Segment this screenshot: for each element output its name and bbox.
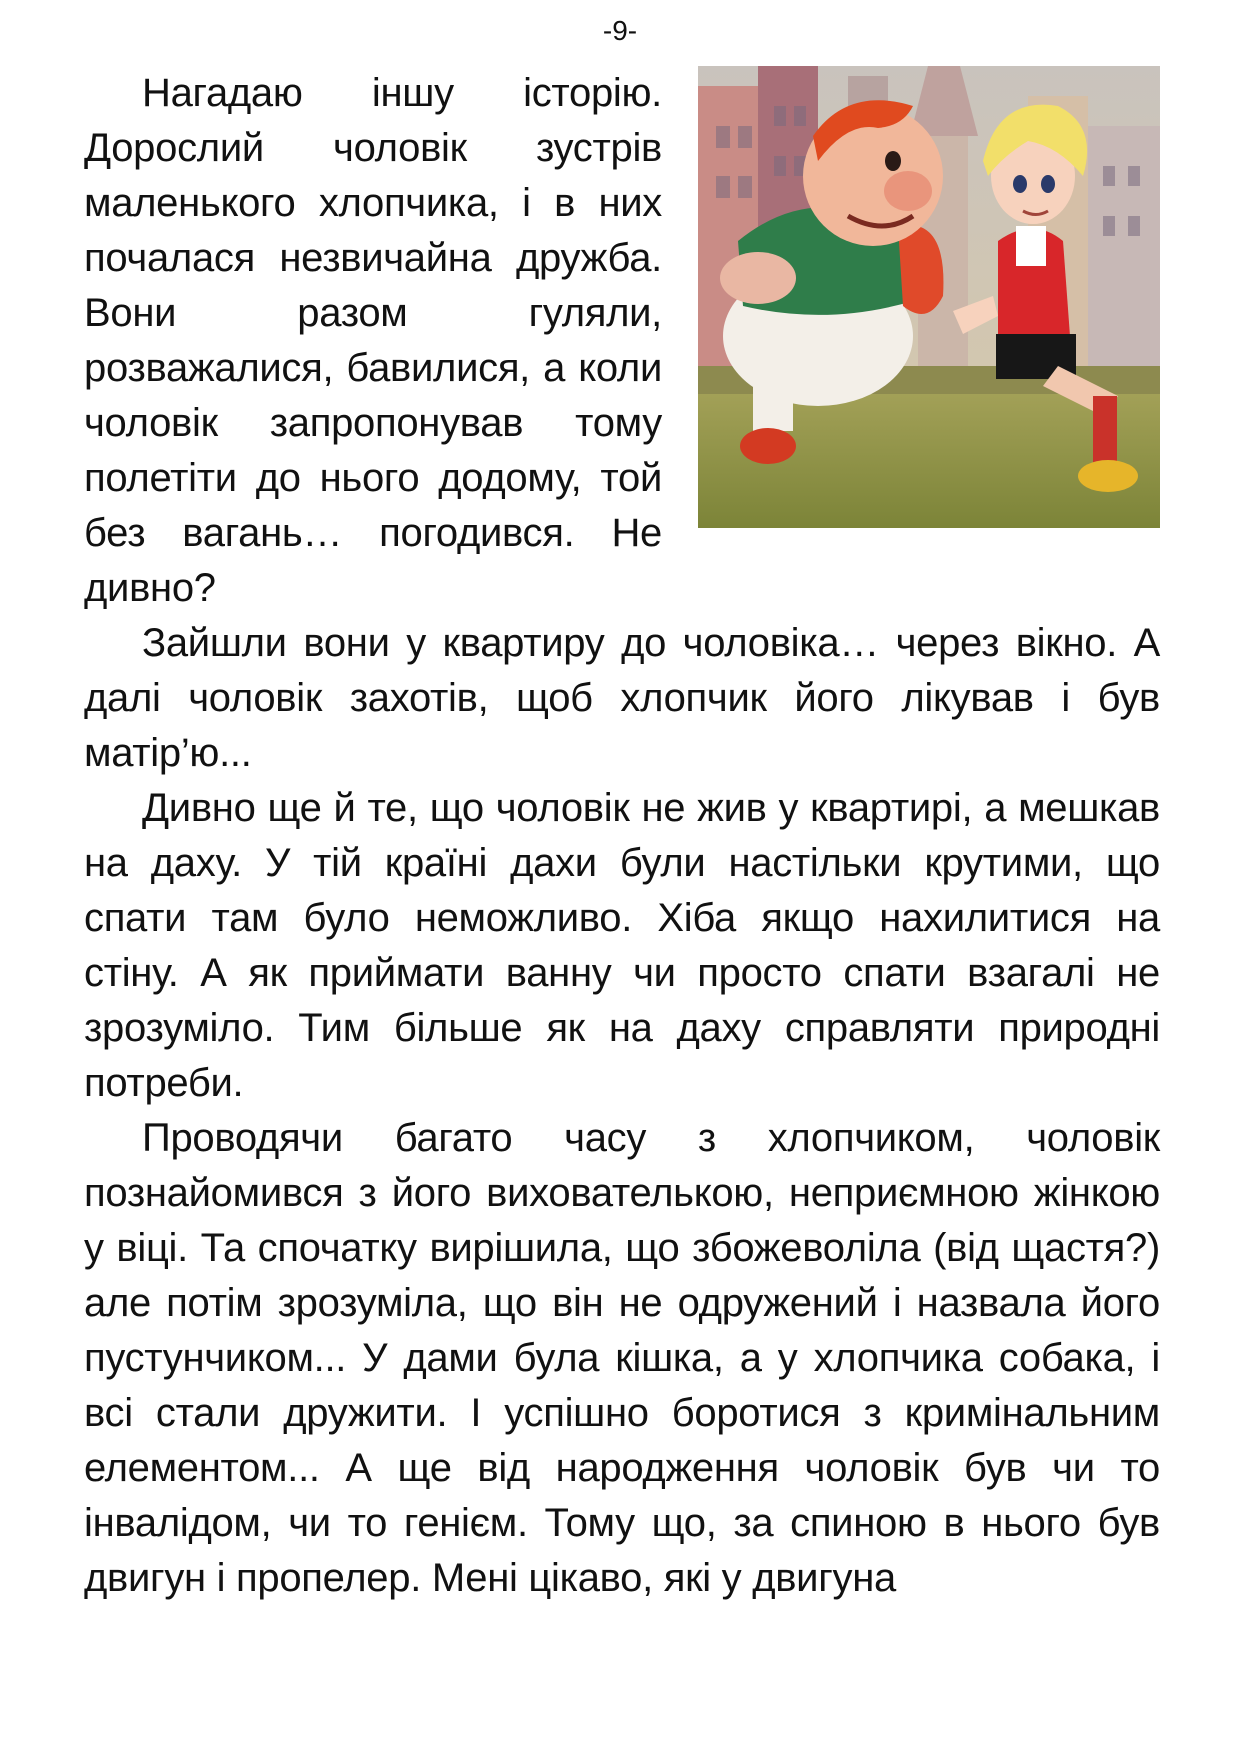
paragraph-4: Проводячи багато часу з хлопчиком, чоловік познайомився з його вихователькою, неприємною жінкою у віці. Та спочатку вирішила, що збожеволіла (від щастя?) але потім зрозуміла, що він не одружений і назвала його пустунчиком... У дами була кішка, а у хлопчика собака, і всі стали дружити. І успішно боротися з кримінальним елементом... А ще від народження чоловік був чи то інвалідом, чи то генієм. Тому що, за спиною в нього був двигун і пропелер. Мені цікаво, які у двигуна [84, 1116, 1160, 1600]
paragraph-3: Дивно ще й те, що чоловік не жив у квартирі, а мешкав на даху. У тій країні дахи були настільки крутими, що спати там було неможливо. Хіба якщо нахилитися на стіну. А як приймати ванну чи просто спати взагалі не зрозуміло. Тим більше як на даху справляти природні потреби. [84, 786, 1160, 1105]
paragraph-2: Зайшли вони у квартиру до чоловіка… через вікно. А далі чоловік захотів, щоб хлопчик його лікував і був матір’ю... [84, 621, 1160, 775]
page-number: -9- [602, 15, 638, 46]
cartoon-illustration [698, 66, 1160, 528]
page-text [84, 66, 1160, 1606]
paragraph-1: Нагадаю іншу історію. Дорослий чоловік зустрів маленького хлопчика, і в них почалася незвичайна дружба. Вони разом гуляли, розважалися, бавилися, а коли чоловік запропонував тому полетіти до нього додому, той без вагань… погодився. Не дивно? [84, 66, 1160, 616]
